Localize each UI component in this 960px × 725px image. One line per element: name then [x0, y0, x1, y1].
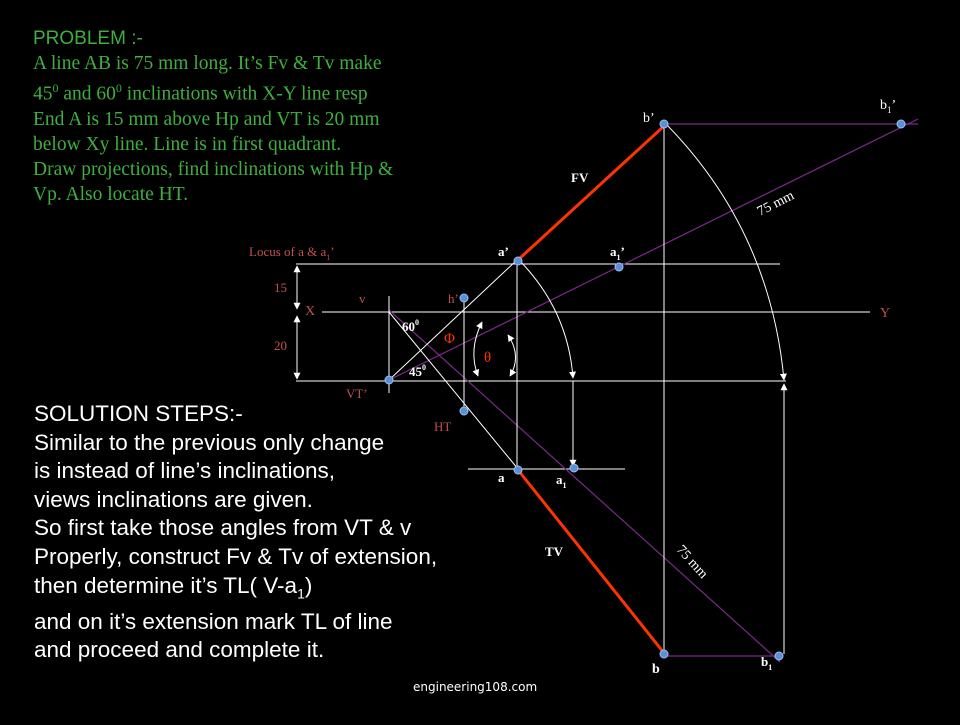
- label-a: a: [498, 470, 505, 485]
- label-angle-60: $60^0$: [402, 318, 419, 334]
- solution-line: and on it’s extension mark TL of line: [34, 608, 393, 634]
- label-b-dash: b’: [643, 111, 655, 126]
- problem-statement: [33, 26, 503, 207]
- problem-line: Vp. Also locate HT.: [33, 183, 189, 205]
- a1-swing-arc: [519, 260, 573, 378]
- point-a: [514, 466, 522, 474]
- label-ht: HT: [434, 419, 452, 434]
- point-b: [660, 650, 668, 658]
- front-view-line: [519, 126, 664, 259]
- problem-heading: PROBLEM :-: [33, 28, 143, 49]
- label-y: Y: [880, 306, 891, 321]
- label-tl-bottom: 75 mm: [673, 542, 711, 582]
- b1-swing-arc: [666, 124, 784, 380]
- label-a1: $a_1$: [556, 472, 567, 490]
- solution-line: Similar to the previous only change: [34, 429, 385, 455]
- site-credit: engineering108.com: [413, 680, 538, 694]
- label-phi: Φ: [444, 331, 455, 347]
- solution-steps: [34, 400, 514, 665]
- point-vt-dash: [385, 376, 393, 384]
- problem-line: End A is 15 mm above Hp and VT is 20 mm: [33, 108, 380, 130]
- solution-line: So first take those angles from VT & v: [34, 515, 412, 541]
- point-b-dash: [660, 120, 668, 128]
- label-theta: θ: [484, 350, 492, 366]
- top-view-line: [518, 470, 664, 653]
- problem-line: below Xy line. Line is in first quadrant.: [33, 133, 342, 155]
- solution-line: then determine it’s TL( $V-a_1$): [34, 572, 313, 602]
- solution-line: Properly, construct Fv & Tv of extension,: [34, 543, 438, 569]
- label-a1-dash: $a_1$’: [610, 244, 625, 262]
- label-dim-20: 20: [274, 338, 287, 353]
- label-v: v: [359, 291, 366, 306]
- phi-arc: [474, 322, 482, 376]
- solution-line: is instead of line’s inclinations,: [34, 458, 336, 484]
- point-a-dash: [514, 257, 522, 265]
- solution-line: views inclinations are given.: [34, 486, 313, 512]
- label-locus: Locus of a & $a_1$’: [249, 244, 335, 262]
- point-a1: [570, 464, 578, 472]
- label-dim-15: 15: [274, 280, 287, 295]
- problem-line: A line AB is 75 mm long. It’s Fv & Tv make: [33, 53, 382, 74]
- label-tv: TV: [545, 544, 564, 559]
- problem-line: Draw projections, find inclinations with Hp &: [33, 158, 394, 180]
- label-vt-dash: VT’: [346, 386, 368, 401]
- label-b: b: [652, 662, 660, 677]
- problem-line: $45^0$ and $60^0$ inclinations with X-Y line resp: [33, 81, 368, 105]
- label-b1: $b_1$: [761, 654, 773, 672]
- point-a1-dash: [615, 263, 623, 271]
- point-h-dash: [460, 294, 468, 302]
- label-b1-dash: $b_1$’: [880, 98, 897, 115]
- label-tl-top: 75 mm: [755, 188, 797, 220]
- label-fv: FV: [571, 170, 589, 185]
- label-x: X: [305, 304, 316, 319]
- solution-line: and proceed and complete it.: [34, 637, 325, 663]
- label-h-dash: h’: [448, 291, 459, 306]
- label-angle-45: $45^0$: [409, 363, 426, 379]
- point-b1-dash: [897, 120, 905, 128]
- theta-arc: [508, 335, 516, 376]
- solution-heading: SOLUTION STEPS:-: [34, 401, 243, 426]
- point-b1: [775, 652, 783, 660]
- label-a-dash: a’: [498, 244, 509, 259]
